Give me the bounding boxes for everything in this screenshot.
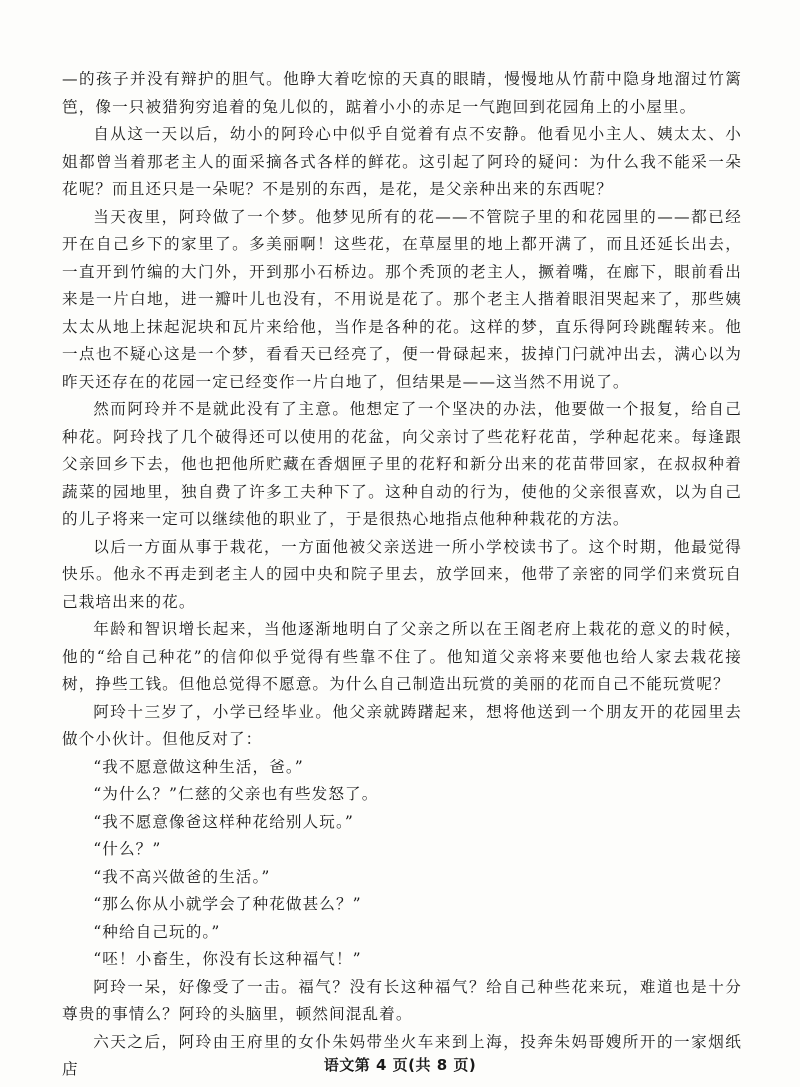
page-footer: 语文第 4 页(共 8 页) <box>323 1056 477 1074</box>
paragraph: 自从这一天以后，幼小的阿玲心中似乎自觉着有点不安静。他看见小主人、姨太太、小姐都曾当着那老主人的面采摘各式各样的鲜花。这引起了阿玲的疑问：为什么我不能采一朵花呢？而且还只是一朵呢？不是别的东西，是花，是父亲种出来的东西呢？ <box>62 125 742 198</box>
paragraph: 阿玲十三岁了，小学已经毕业。他父亲就踌躇起来，想将他送到一个朋友开的花园里去做个小伙计。但他反对了： <box>62 702 742 748</box>
paragraph: 阿玲一呆，好像受了一击。福气？没有长这种福气？给自己种些花来玩，难道也是十分尊贵的事情么？阿玲的头脑里，顿然间混乱着。 <box>62 977 742 1023</box>
paragraph: 当天夜里，阿玲做了一个梦。他梦见所有的花——不管院子里的和花园里的——都已经开在自己乡下的家里了。多美丽啊！这些花，在草屋里的地上都开满了，而且还延长出去，一直开到竹编的大门外，开到那小石桥边。那个秃顶的老主人，撅着嘴，在廊下，眼前看出来是一片白地，进一瓣叶儿也没有，不用说是花了。那个老主人揩着眼泪哭起来了，那些姨太太从地上抹起泥块和瓦片来给他，当作是各种的花。这样的梦，直乐得阿玲跳醒转来。他一点也不疑心这是一个梦，看看天已经亮了，便一骨碌起来，拔掉门闩就冲出去，满心以为昨天还存在的花园一定已经变作一片白地了，但结果是——这当然不用说了。 <box>62 207 742 391</box>
dialogue-line: “我不愿意做这种生活，爸。” <box>93 757 304 776</box>
dialogue-line: “种给自己玩的。” <box>93 922 221 941</box>
paragraph: 然而阿玲并不是就此没有了主意。他想定了一个坚决的办法，他要做一个报复，给自己种花。阿玲找了几个破得还可以使用的花盆，向父亲讨了些花籽花苗，学种起花来。每逢跟父亲回乡下去，他也把他所贮藏在香烟匣子里的花籽和新分出来的花苗带回家，在叔叔种着蔬菜的园地里，独自费了许多工夫种下了。这种自动的行为，使他的父亲很喜欢，以为自己的儿子将来一定可以继续他的职业了，于是很热心地指点他种种栽花的方法。 <box>62 400 742 528</box>
paragraph: 六天之后，阿玲由王府里的女仆朱妈带坐火车来到上海，投奔朱妈哥嫂所开的一家烟纸店 <box>62 1032 742 1078</box>
paragraph: —的孩子并没有辩护的胆气。他睁大着吃惊的天真的眼睛，慢慢地从竹葥中隐身地溜过竹篱笆，像一只被猎狗穷追着的兔儿似的，踮着小小的赤足一气跑回到花园角上的小屋里。 <box>62 70 742 116</box>
dialogue-line: “什么？” <box>93 840 162 858</box>
paragraph: 年龄和智识增长起来，当他逐渐地明白了父亲之所以在王阁老府上栽花的意义的时候，他的“给自己种花”的信仰似乎觉得有些靠不住了。他知道父亲将来要他也给人家去栽花接树，挣些工钱。但他总觉得不愿意。为什么自己制造出玩赏的美丽的花而自己不能玩赏呢？ <box>62 620 742 693</box>
dialogue-line: “呸！小畜生，你没有长这种福气！” <box>93 950 362 968</box>
dialogue-line: “那么你从小就学会了种花做甚么？” <box>93 895 362 913</box>
dialogue-line: “我不高兴做爸的生活。” <box>93 867 271 886</box>
paragraph: 以后一方面从事于栽花，一方面他被父亲送进一所小学校读书了。这个时期，他最觉得快乐。他永不再走到老主人的园中央和院子里去，放学回来，他带了亲密的同学们来赏玩自己栽培出来的花。 <box>62 537 742 611</box>
dialogue-line: “为什么？”仁慈的父亲也有些发怒了。 <box>93 785 379 803</box>
dialogue-line: “我不愿意像爸这样种花给别人玩。” <box>93 812 354 831</box>
article-body <box>62 66 742 1084</box>
